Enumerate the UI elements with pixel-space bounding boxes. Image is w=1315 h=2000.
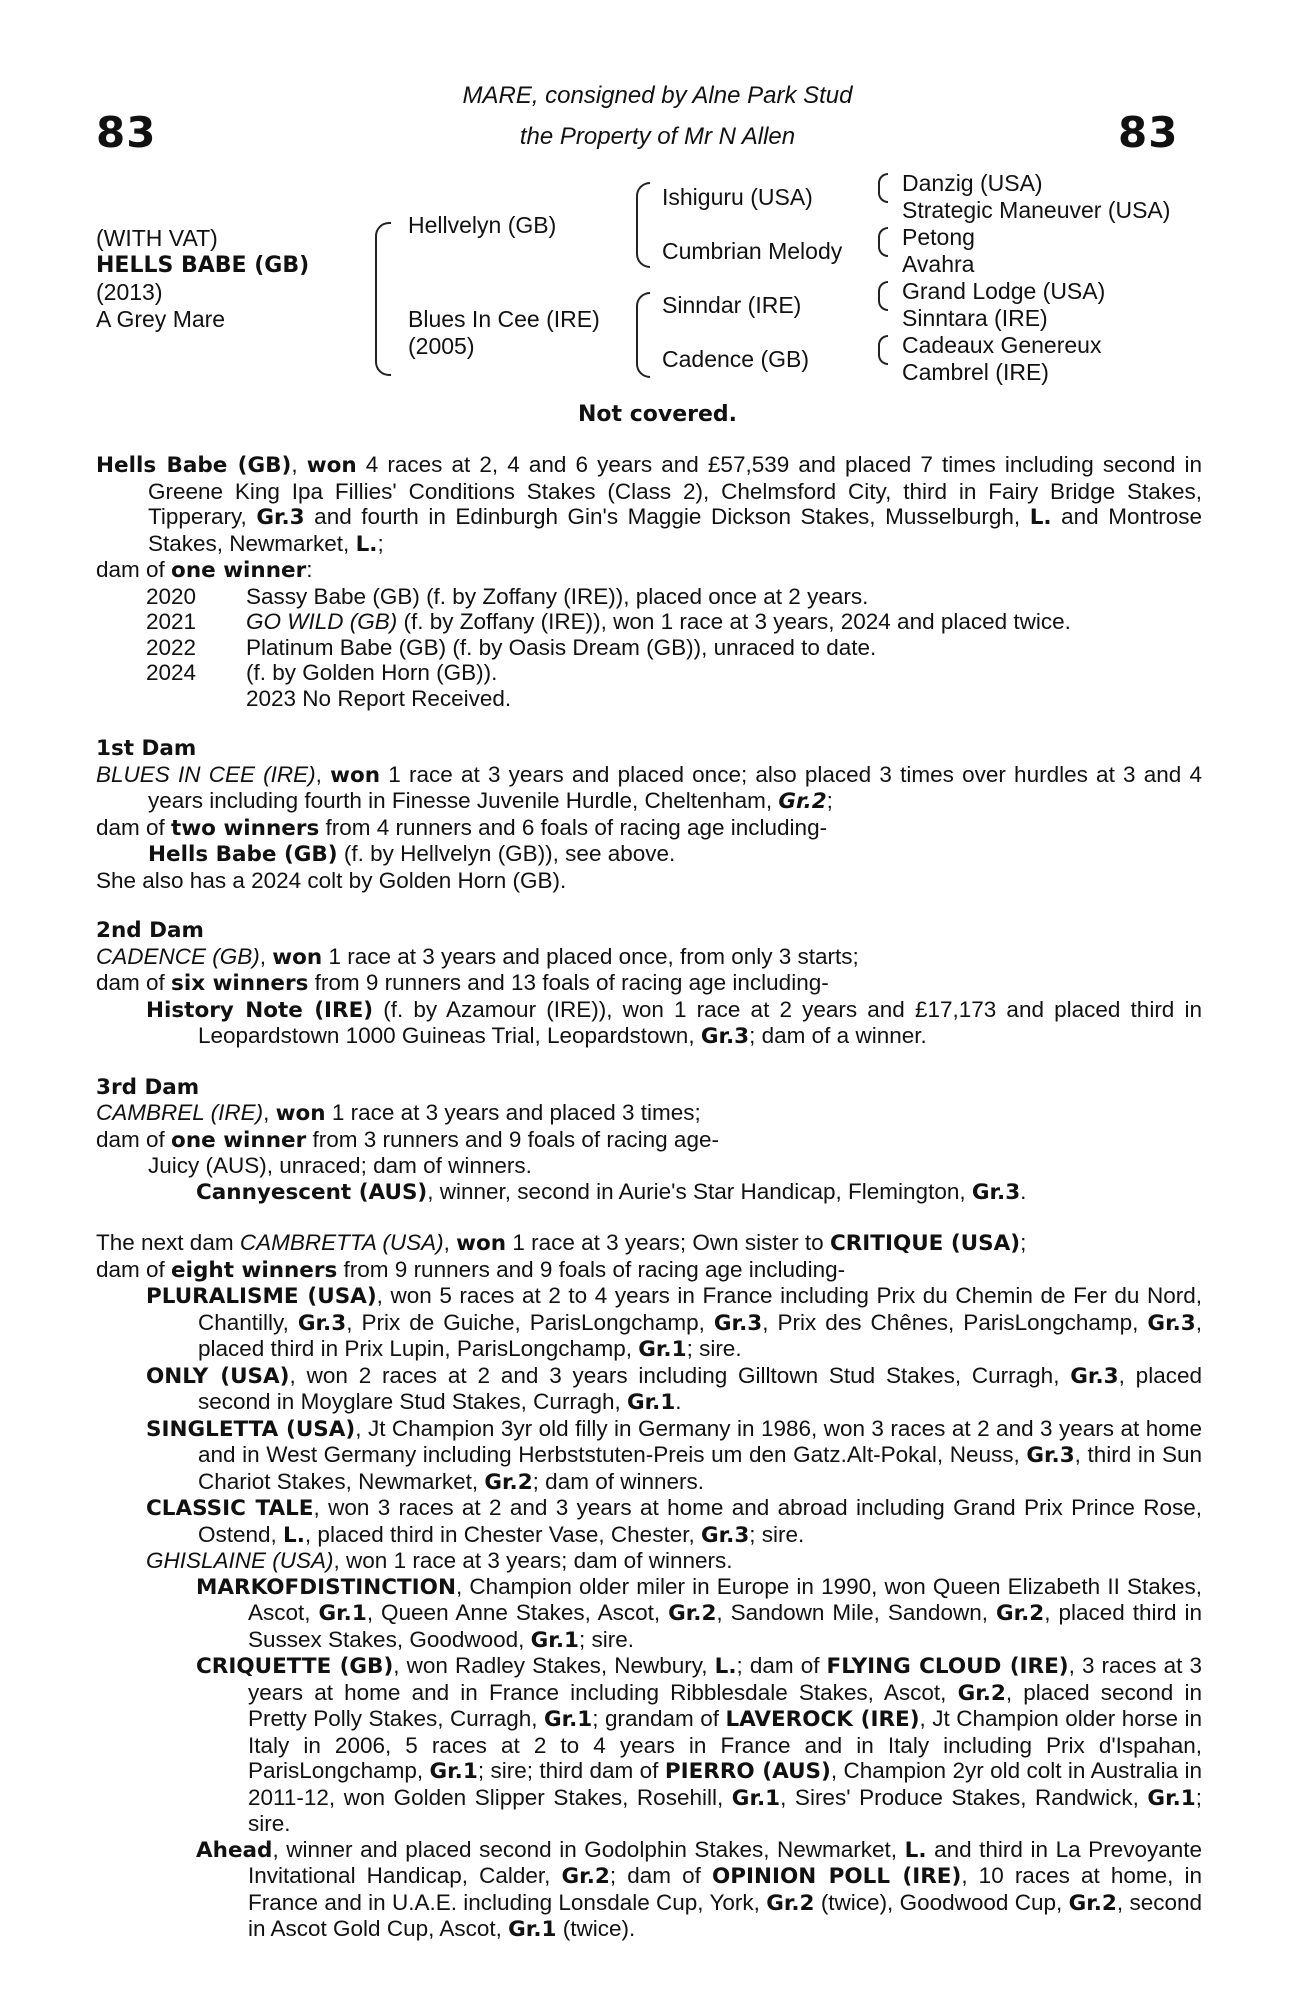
first-dam-text2: ;	[826, 788, 833, 813]
second-dam-produce	[96, 970, 1202, 997]
third-dam-won: won	[275, 1101, 326, 1126]
foal-row	[96, 584, 1202, 610]
grade: Gr.2	[1068, 1890, 1117, 1916]
progeny-text: ; sire.	[686, 1336, 742, 1361]
next-dam-text2: ;	[1020, 1230, 1027, 1255]
pedigree-brace-g1	[878, 173, 888, 203]
grade: Gr.3	[297, 1310, 347, 1336]
horse-year: (2013)	[96, 279, 163, 305]
horse-record: Hells Babe (GB), won 4 races at 2, 4 and 6 years and £57,539 and placed 7 times including second in Greene King Ipa Fillies' Conditions Stakes (Class 2), Chelmsford City, third in Fairy Bridge Stakes, Tipperary, Gr.3 and fourth in Edinburgh Gin's Maggie Dickson Stakes, Musselburgh, L. and Montrose Stakes, Newmarket, L.;	[96, 452, 1202, 557]
progeny-text: , won 3 races at 2 and 3 years at home and abroad including Grand Prix Prince Rose, Ostend,	[198, 1495, 1202, 1547]
pedigree-g3-8: Cambrel (IRE)	[902, 359, 1049, 385]
third-dam-progeny	[96, 1179, 1202, 1206]
grade: Gr.3	[1026, 1443, 1075, 1468]
first-dam-heading: 1st Dam	[96, 736, 197, 761]
progeny-classic-tale	[96, 1495, 1202, 1548]
progeny-text: , placed third in Sussex Stakes, Goodwood,	[248, 1600, 1202, 1652]
grade: Gr.3	[713, 1310, 763, 1336]
first-dam-won: won	[330, 762, 381, 788]
horse-description: A Grey Mare	[96, 306, 226, 332]
pedigree-g3-2: Strategic Maneuver (USA)	[902, 197, 1171, 223]
grade: Gr.1	[638, 1337, 687, 1362]
progeny-name: Ahead	[196, 1837, 273, 1863]
progeny-text: , won 5 races at 2 to 4 years in France including Prix du Chemin de Fer du Nord, Chantilly,	[198, 1283, 1202, 1335]
grade: Gr.1	[429, 1759, 478, 1784]
foal-text: (f. by Zoffany (IRE)), won 1 race at 3 years, 2024 and placed twice.	[397, 609, 1071, 634]
foal-row	[96, 660, 1202, 686]
progeny-text: , placed third in Prix Lupin, ParisLongchamp,	[198, 1309, 1202, 1361]
grade: Gr.2	[995, 1601, 1045, 1626]
grade: Gr.1	[626, 1390, 676, 1415]
descendant-name: OPINION POLL (IRE)	[711, 1864, 962, 1889]
foal-row	[96, 635, 1202, 661]
third-dam-record: CAMBREL (IRE), won 1 race at 3 years and placed 3 times;	[96, 1100, 701, 1126]
progeny-pluralisme	[96, 1283, 1202, 1363]
progeny-text: , placed second in Moyglare Stud Stakes, Curragh,	[198, 1362, 1202, 1414]
progeny-text: , 10 races at home, in France and in U.A.E. including Lonsdale Cup, York,	[248, 1863, 1202, 1915]
foal-year	[96, 686, 246, 712]
progeny-name: ONLY (USA)	[146, 1363, 290, 1389]
second-dam-progeny-name: History Note (IRE)	[146, 997, 374, 1023]
foal-text: Sassy Babe (GB) (f. by Zoffany (IRE)), placed once at 2 years.	[246, 583, 869, 609]
pedigree-brace-dam	[636, 292, 650, 378]
progeny-text: ; dam of winners.	[532, 1468, 704, 1494]
progeny-criquette	[96, 1653, 1202, 1837]
progeny-name: CLASSIC TALE	[146, 1496, 314, 1521]
progeny-text: and third in La Prevoyante Invitational Handicap, Calder,	[248, 1836, 1202, 1888]
pedigree-sire-dam: Cumbrian Melody	[662, 238, 843, 264]
progeny-text: , Sandown Mile, Sandown,	[716, 1600, 996, 1625]
next-dam-record: The next dam CAMBRETTA (USA), won 1 race at 3 years; Own sister to CRITIQUE (USA);	[96, 1230, 1027, 1256]
second-dam-dam-of: dam of	[96, 970, 172, 995]
pedigree-brace-g3	[878, 281, 888, 311]
third-dam-produce	[96, 1127, 1202, 1154]
pedigree-dam-dam: Cadence (GB)	[662, 346, 810, 372]
grade: Gr.2	[668, 1601, 717, 1626]
next-dam-won: won	[456, 1231, 507, 1256]
record-dam-of	[96, 557, 1202, 584]
listed: L.	[283, 1522, 305, 1548]
first-dam-dam-of: dam of	[96, 814, 172, 840]
progeny-text: ; sire.	[248, 1784, 1202, 1836]
progeny-text: ; sire; third dam of	[477, 1758, 665, 1783]
grade: Gr.2	[957, 1680, 1006, 1706]
listed: L.	[904, 1837, 927, 1863]
grade: Gr.3	[1147, 1310, 1196, 1336]
grade: Gr.2	[766, 1890, 815, 1916]
grade: Gr.1	[543, 1707, 593, 1732]
pedigree-sire-sire: Ishiguru (USA)	[662, 184, 813, 210]
foal-text: (f. by Golden Horn (GB)).	[246, 660, 498, 685]
grade: Gr.2	[484, 1469, 533, 1495]
progeny-text: , 3 races at 3 years at home and in France including Ribblesdale Stakes, Ascot,	[248, 1653, 1202, 1705]
progeny-text: , won 1 race at 3 years; dam of winners.	[333, 1548, 733, 1573]
next-dam-text: 1 race at 3 years; Own sister to	[506, 1230, 830, 1255]
pedigree-sire: Hellvelyn (GB)	[408, 212, 557, 238]
progeny-name: CRIQUETTE (GB)	[196, 1654, 394, 1679]
second-dam-progeny-grade: Gr.3	[700, 1024, 750, 1049]
first-dam-record: BLUES IN CEE (IRE), won 1 race at 3 years and placed once; also placed 3 times over hurdles at 3 and 4 years including fourth in Finesse Juvenile Hurdle, Cheltenham, Gr.2;	[96, 761, 1203, 814]
next-dam-winners-text: from 9 runners and 9 foals of racing age including-	[337, 1256, 846, 1282]
first-dam-winners-text: from 4 runners and 6 foals of racing age including-	[319, 814, 828, 840]
grade: Gr.1	[508, 1917, 557, 1942]
second-dam-record: CADENCE (GB), won 1 race at 3 years and placed once, from only 3 starts;	[96, 943, 859, 970]
progeny-name: MARKOFDISTINCTION	[196, 1574, 456, 1600]
second-dam-won: won	[272, 944, 323, 970]
third-dam-winners: one winner	[171, 1127, 307, 1153]
record-dam-of-text: dam of	[96, 557, 172, 582]
record-grade: Gr.3	[256, 505, 305, 530]
progeny-text: , won Radley Stakes, Newbury,	[393, 1653, 715, 1678]
next-dam-name: CAMBRETTA (USA)	[239, 1230, 444, 1255]
progeny-singletta	[96, 1416, 1202, 1496]
progeny-text: , Sires' Produce Stakes, Randwick,	[780, 1784, 1148, 1810]
progeny-text: , second in Ascot Gold Cup, Ascot,	[248, 1889, 1202, 1941]
record-text2: and fourth in Edinburgh Gin's Maggie Dickson Stakes, Musselburgh,	[304, 504, 1030, 529]
progeny-text: , Prix des Chênes, ParisLongchamp,	[762, 1309, 1148, 1335]
progeny-text: ; dam of	[609, 1863, 712, 1888]
progeny-ahead	[96, 1837, 1202, 1943]
foal-name: GO WILD (GB)	[246, 609, 398, 634]
grade: Gr.3	[1070, 1363, 1119, 1389]
progeny-markofdistinction	[96, 1574, 1202, 1654]
second-dam-winners: six winners	[171, 971, 309, 996]
progeny-text: ; sire.	[578, 1626, 634, 1652]
foal-row	[96, 686, 1202, 712]
descendant-name: FLYING CLOUD (IRE)	[826, 1654, 1069, 1679]
first-dam-progeny-name: Hells Babe (GB)	[148, 842, 338, 867]
third-dam-progeny-text: , winner, second in Aurie's Star Handicap, Flemington,	[427, 1178, 972, 1204]
owner-line: the Property of Mr N Allen	[519, 123, 796, 150]
progeny-name: PLURALISME (USA)	[146, 1284, 377, 1309]
progeny-text: , Champion 2yr old colt in Australia in 2011-12, won Golden Slipper Stakes, Rosehill,	[248, 1758, 1203, 1810]
first-dam-progeny-text: (f. by Hellvelyn (GB)), see above.	[337, 841, 676, 866]
descendant-name: PIERRO (AUS)	[664, 1759, 831, 1784]
vat-label: (WITH VAT)	[96, 225, 218, 251]
progeny-text: (twice).	[556, 1916, 636, 1941]
second-dam-text: 1 race at 3 years and placed once, from only 3 starts;	[322, 943, 859, 969]
first-dam-name: BLUES IN CEE (IRE)	[96, 761, 316, 787]
record-listed-1: L.	[1029, 505, 1052, 530]
first-dam-winners: two winners	[171, 815, 320, 841]
foal-year: 2021	[145, 609, 197, 634]
third-dam-dam-of: dam of	[96, 1126, 172, 1152]
grade: Gr.2	[561, 1864, 610, 1889]
foal-year: 2022	[145, 634, 197, 660]
progeny-name: SINGLETTA (USA)	[146, 1416, 356, 1442]
first-dam-text: 1 race at 3 years and placed once; also placed 3 times over hurdles at 3 and 4 years including fourth in Finesse Juvenile Hurdle, Cheltenham,	[148, 761, 1203, 813]
third-dam-progeny-grade: Gr.3	[971, 1179, 1021, 1205]
pedigree-brace-1	[375, 222, 391, 376]
progeny-text: , third in Sun Chariot Stakes, Newmarket,	[198, 1442, 1202, 1494]
pedigree-g3-1: Danzig (USA)	[902, 170, 1043, 196]
grade: Gr.1	[530, 1627, 579, 1653]
progeny-text: , Champion older miler in Europe in 1990, won Queen Elizabeth II Stakes, Ascot,	[248, 1573, 1202, 1625]
descendant-name: LAVEROCK (IRE)	[725, 1707, 920, 1732]
lot-number-right: 83	[1118, 108, 1179, 157]
record-text: 4 races at 2, 4 and 6 years and £57,539 and placed 7 times including second in Greene King Ipa Fillies' Conditions Stakes (Class 2), Chelmsford City, third in Fairy Bridge Stakes, Tipperary,	[148, 452, 1202, 529]
progeny-text: , Queen Anne Stakes, Ascot,	[366, 1600, 669, 1625]
listed: L.	[714, 1654, 737, 1679]
second-dam-name: CADENCE (GB)	[96, 943, 260, 969]
foal-year: 2024	[145, 660, 197, 685]
consignor-line: MARE, consigned by Alne Park Stud	[462, 82, 853, 109]
second-dam-progeny-text2: ; dam of a winner.	[749, 1023, 927, 1048]
progeny-ghislaine	[96, 1548, 1202, 1574]
first-dam-grade: Gr.2	[778, 789, 827, 814]
progeny-text: , placed second in Pretty Polly Stakes, Curragh,	[248, 1679, 1203, 1731]
progeny-text: , winner and placed second in Godolphin Stakes, Newmarket,	[272, 1836, 905, 1862]
progeny-text: ; grandam of	[592, 1706, 726, 1731]
grade: Gr.3	[700, 1522, 750, 1548]
third-dam-progeny-name: Cannyescent (AUS)	[196, 1179, 428, 1205]
pedigree-g3-6: Sinntara (IRE)	[902, 305, 1048, 331]
progeny-text: , Jt Champion older horse in Italy in 2006, 5 races at 2 to 4 years in France and in Italy including Prix d'Ispahan, ParisLongchamp,	[248, 1706, 1202, 1783]
record-winners: one winner	[171, 558, 307, 583]
third-dam-text: 1 race at 3 years and placed 3 times;	[325, 1100, 701, 1125]
pedigree-dam-year: (2005)	[408, 333, 475, 359]
cover-status: Not covered.	[578, 402, 737, 427]
record-text3: and Montrose Stakes, Newmarket,	[148, 504, 1202, 556]
pedigree-g3-3: Petong	[902, 224, 975, 250]
pedigree-g3-5: Grand Lodge (USA)	[902, 278, 1106, 304]
record-won: won	[306, 453, 357, 478]
lot-number-left: 83	[96, 108, 157, 157]
horse-name: HELLS BABE (GB)	[96, 253, 310, 278]
progeny-text: , Prix de Guiche, ParisLongchamp,	[346, 1309, 714, 1335]
foal-text: 2023 No Report Received.	[246, 685, 512, 711]
progeny-text: , placed third in Chester Vase, Chester,	[304, 1521, 701, 1547]
foal-text: Platinum Babe (GB) (f. by Oasis Dream (GB)), unraced to date.	[246, 634, 877, 660]
record-listed-2: L.	[355, 531, 378, 557]
grade: Gr.1	[731, 1785, 781, 1811]
third-dam-heading: 3rd Dam	[96, 1074, 200, 1100]
record-text4: ;	[377, 530, 384, 556]
pedigree-g3-7: Cadeaux Genereux	[902, 332, 1102, 358]
second-dam-progeny-text: (f. by Azamour (IRE)), won 1 race at 2 years and £17,173 and placed third in Leopardstown 1000 Guineas Trial, Leopardstown,	[198, 996, 1202, 1048]
pedigree-dam-sire: Sinndar (IRE)	[662, 292, 802, 318]
second-dam-winners-text: from 9 runners and 13 foals of racing age including-	[308, 970, 829, 995]
foal-year: 2020	[145, 583, 197, 609]
progeny-text: ; dam of	[736, 1653, 827, 1678]
progeny-text: (twice), Goodwood Cup,	[814, 1889, 1069, 1915]
second-dam-progeny	[96, 997, 1202, 1050]
record-colon: :	[306, 557, 313, 582]
progeny-name: GHISLAINE (USA)	[146, 1548, 334, 1573]
pedigree-brace-g2	[878, 227, 888, 257]
grade: Gr.1	[318, 1601, 367, 1626]
first-dam-progeny	[96, 841, 1202, 868]
pedigree-g3-4: Avahra	[902, 251, 975, 277]
progeny-text: , Jt Champion 3yr old filly in Germany in 1986, won 3 races at 2 and 3 years at home and in West Germany including Herbststuten-Preis um den Gatz.Alt-Pokal, Neuss,	[198, 1415, 1202, 1467]
progeny-text: .	[675, 1389, 682, 1414]
next-dam-produce	[96, 1257, 1202, 1284]
third-dam-progeny-text2: .	[1020, 1178, 1027, 1204]
progeny-text: ; sire.	[749, 1521, 805, 1547]
catalogue-body	[96, 452, 1202, 1943]
third-dam-juicy: Juicy (AUS), unraced; dam of winners.	[148, 1153, 532, 1178]
third-dam-name: CAMBREL (IRE)	[96, 1100, 264, 1125]
first-dam-extra: She also has a 2024 colt by Golden Horn (GB).	[96, 867, 567, 893]
next-dam-winners: eight winners	[171, 1257, 338, 1283]
first-dam-produce	[96, 815, 1202, 842]
pedigree-brace-g4	[878, 335, 888, 365]
next-dam-sister: CRITIQUE (USA)	[829, 1231, 1021, 1256]
foal-row	[96, 609, 1202, 635]
progeny-text: , won 2 races at 2 and 3 years including Gilltown Stud Stakes, Curragh,	[289, 1362, 1071, 1388]
second-dam-heading: 2nd Dam	[96, 918, 204, 943]
pedigree-dam: Blues In Cee (IRE)	[408, 306, 600, 332]
record-horse-name: Hells Babe (GB)	[96, 453, 292, 478]
next-dam-intro: The next dam	[96, 1230, 240, 1255]
next-dam-dam-of: dam of	[96, 1256, 172, 1282]
grade: Gr.1	[1147, 1785, 1196, 1811]
pedigree-brace-sire	[636, 182, 650, 268]
progeny-only	[96, 1363, 1202, 1416]
third-dam-winners-text: from 3 runners and 9 foals of racing age-	[306, 1126, 719, 1152]
